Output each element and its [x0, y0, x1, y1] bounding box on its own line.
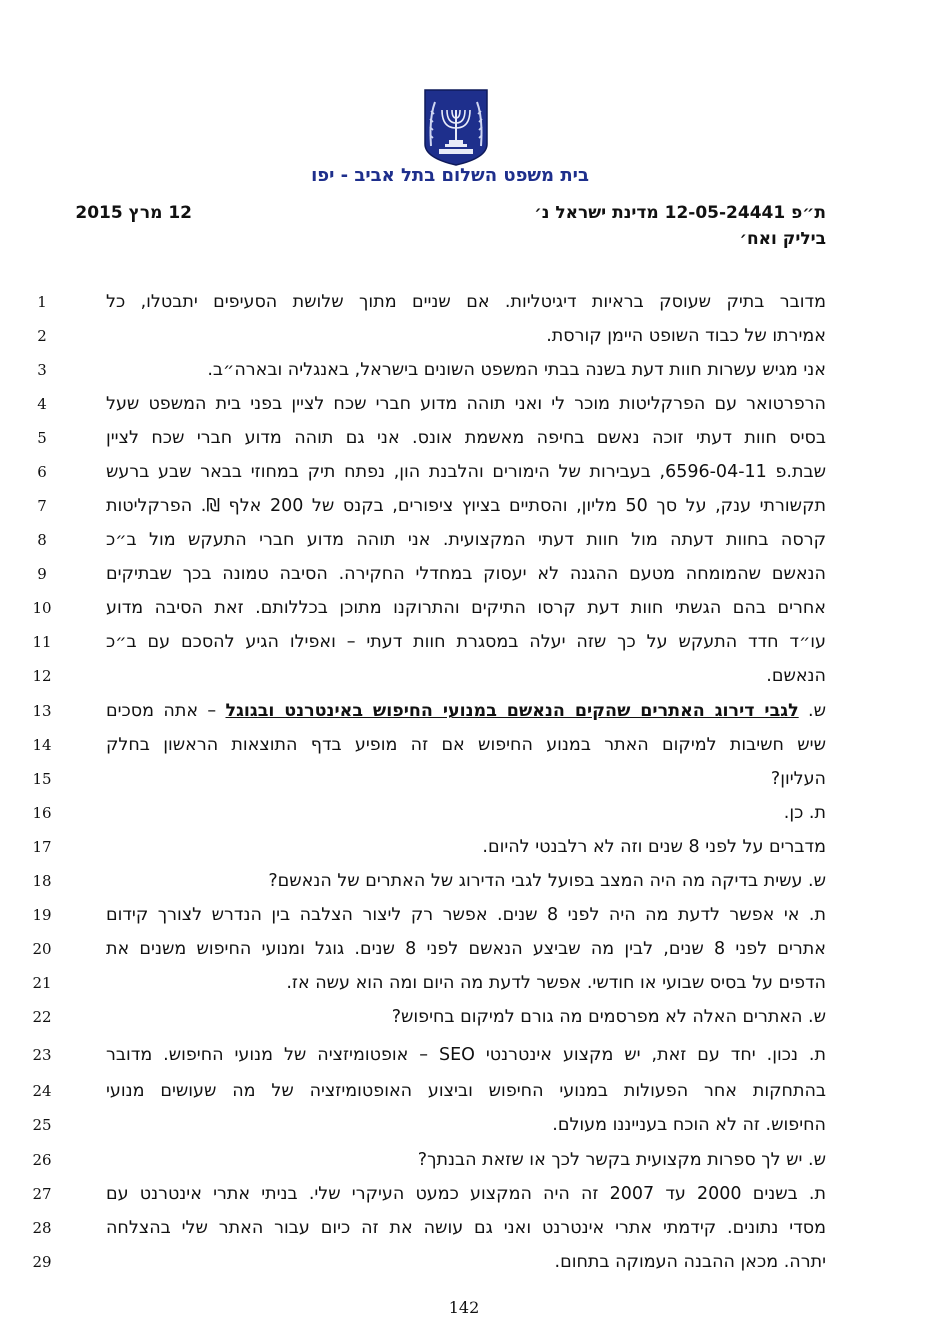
line-number: 11 [32, 633, 52, 651]
case-parties: ביליק ואח׳ [739, 229, 826, 249]
transcript-line: אחרים בהם הגשתי חוות דעת קרסו התיקים והתרוקנו מתוכן בכללותם. זאת הסיבה מדוע [106, 598, 826, 618]
line-number: 15 [32, 770, 52, 788]
line-number: 17 [32, 838, 52, 856]
transcript-line: בסיס חוות דעתי זוכה נאשם בחיפה מאשמת אונס. אני גם תוהה מדוע חברי שכח לציין [106, 428, 826, 448]
line-number: 4 [37, 395, 47, 413]
line-number: 20 [32, 940, 52, 958]
transcript-line: שיש חשיבות למיקום האתר במנוע החיפוש אם זה מופיע בדף התוצאות הראשון בחלק [106, 735, 826, 755]
line-number: 16 [32, 804, 52, 822]
line-number: 18 [32, 872, 52, 890]
line-number: 27 [32, 1185, 52, 1203]
line-number: 10 [32, 599, 52, 617]
transcript-line: ת. אי אפשר לדעת מה היה לפני 8 שנים. אפשר רק ליצור הצלבה בין הנדרש לצורך קידום [106, 905, 826, 925]
line-number: 8 [37, 531, 47, 549]
transcript-line: יתרה. מכאן ההבנה העמוקה בתחום. [554, 1252, 826, 1272]
transcript-line [106, 696, 826, 726]
underlined-topic: לגבי דירוג האתרים שהקים הנאשם במנועי החיפוש באינטרנט ובגוגל [225, 701, 799, 721]
transcript-line: ש. יש לך ספרות מקצועית בקשר לכך או שזאת הבנתך? [417, 1150, 826, 1170]
transcript-line: אתרים לפני 8 שנים, לבין מה שביצע הנאשם לפני 8 שנים. גוגל ומנועי החיפוש משנים את [106, 939, 826, 959]
transcript-line: ת. נכון. יחד עם זאת, יש מקצוע אינטרנטי SEO – אופטומיזציה של מנועי החיפוש. מדובר [106, 1045, 826, 1065]
transcript-line: קרסה בחוות דעתה מול חוות דעתי המקצועית. אני תוהה מדוע חברי התעקש מול ב״כ [106, 530, 826, 550]
transcript-line: העליון? [770, 769, 826, 789]
transcript-line: תקשורתי ענק, על סך 50 מליון, והסתיים בציוץ ציפורים, בקנס של 200 אלף ₪. הפרקליטות [106, 496, 826, 516]
transcript-line: החיפוש. זה לא הוכח בענייננו מעולם. [552, 1115, 826, 1135]
transcript-line: ת. כן. [783, 803, 826, 823]
transcript-line: הרפרטואר עם הפרקליטות מוכר לי ואני תוהה מדוע חברי שכח לציין בפני בית המשפט שעל [106, 394, 826, 414]
transcript-line: אמירתו של כבוד השופט היימן קורסת. [546, 326, 826, 346]
line-number: 19 [32, 906, 52, 924]
question-prefix: ש. [798, 701, 826, 721]
question-text: – אתה מסכים [106, 701, 226, 721]
page-number: 142 [448, 1298, 480, 1317]
case-number: ת״פ 12-05-24441 מדינת ישראל נ׳ [534, 203, 826, 223]
transcript-line: ת. בשנים 2000 עד 2007 זה היה המקצוע כמעט העיקרי שלי. בניתי אתרי אינטרנט עם [106, 1184, 826, 1204]
transcript-line: שבת.פ 6596-04-11, בעבירות של הימורים והלבנת הון, נפתח תיק במחוזי בבאר שבע ברעש [106, 462, 826, 482]
line-number: 1 [37, 293, 47, 311]
line-number: 22 [32, 1008, 52, 1026]
line-number: 21 [32, 974, 52, 992]
line-number: 3 [37, 361, 47, 379]
transcript-line: עו״ד חדד התעקש על כך שזה יעלה במסגרת חוות דעתי – ואפילו הגיע להסכם עם ב״כ [106, 632, 826, 652]
line-number: 26 [32, 1151, 52, 1169]
transcript-line: בהתחקות אחר הפעולות במנועי החיפוש וביצוע האופטומיזציה של מה שעושים מנועי [106, 1081, 826, 1101]
line-number: 5 [37, 429, 47, 447]
transcript-line: אני מגיש עשרות חוות דעת בשנה בבתי המשפט השונים בישראל, באנגליה ובארה״ב. [207, 360, 826, 380]
transcript-line: מסדי נתונים. קידמתי אתרי אינטרנט ואני גם עושה את זה כיום עבור האתר שלי בהצלחה [106, 1218, 826, 1238]
transcript-line: מדברים על לפני 8 שנים וזה לא רלבנטי להיום. [482, 837, 826, 857]
line-number: 7 [37, 497, 47, 515]
line-number: 29 [32, 1253, 52, 1271]
state-emblem-icon [423, 88, 489, 166]
line-number: 13 [32, 702, 52, 720]
transcript-line: ש. עשית בדיקה מה היה המצב בפועל לגבי הדירוג של האתרים של הנאשם? [268, 871, 826, 891]
transcript-line: הנאשם. [766, 666, 826, 686]
transcript-line: מדובר בתיק שעוסק בראיות דיגיטליות. אם שניים מתוך שלושת הסעיפים יתבטלו, כל [106, 292, 826, 312]
court-name: בית משפט השלום בתל אביב - יפו [311, 165, 589, 186]
transcript-line: הנאשם שהמומחה מטעם ההגנה לא יעסוק במחדלי החקירה. הסיבה טמונה בכך שבתיקים [106, 564, 826, 584]
transcript-line: ש. האתרים האלה לא מפרסמים מה גורם למיקום בחיפוש? [391, 1007, 826, 1027]
line-number: 24 [32, 1082, 52, 1100]
hearing-date: 12 מרץ 2015 [75, 203, 192, 223]
line-number: 6 [37, 463, 47, 481]
line-number: 9 [37, 565, 47, 583]
line-number: 25 [32, 1116, 52, 1134]
line-number: 28 [32, 1219, 52, 1237]
line-number: 14 [32, 736, 52, 754]
line-number: 12 [32, 667, 52, 685]
line-number: 2 [37, 327, 47, 345]
line-number: 23 [32, 1046, 52, 1064]
transcript-line: הדפים על בסיס שבועי או חודשי. אפשר לדעת מה היום ומה הוא עשה אז. [286, 973, 826, 993]
